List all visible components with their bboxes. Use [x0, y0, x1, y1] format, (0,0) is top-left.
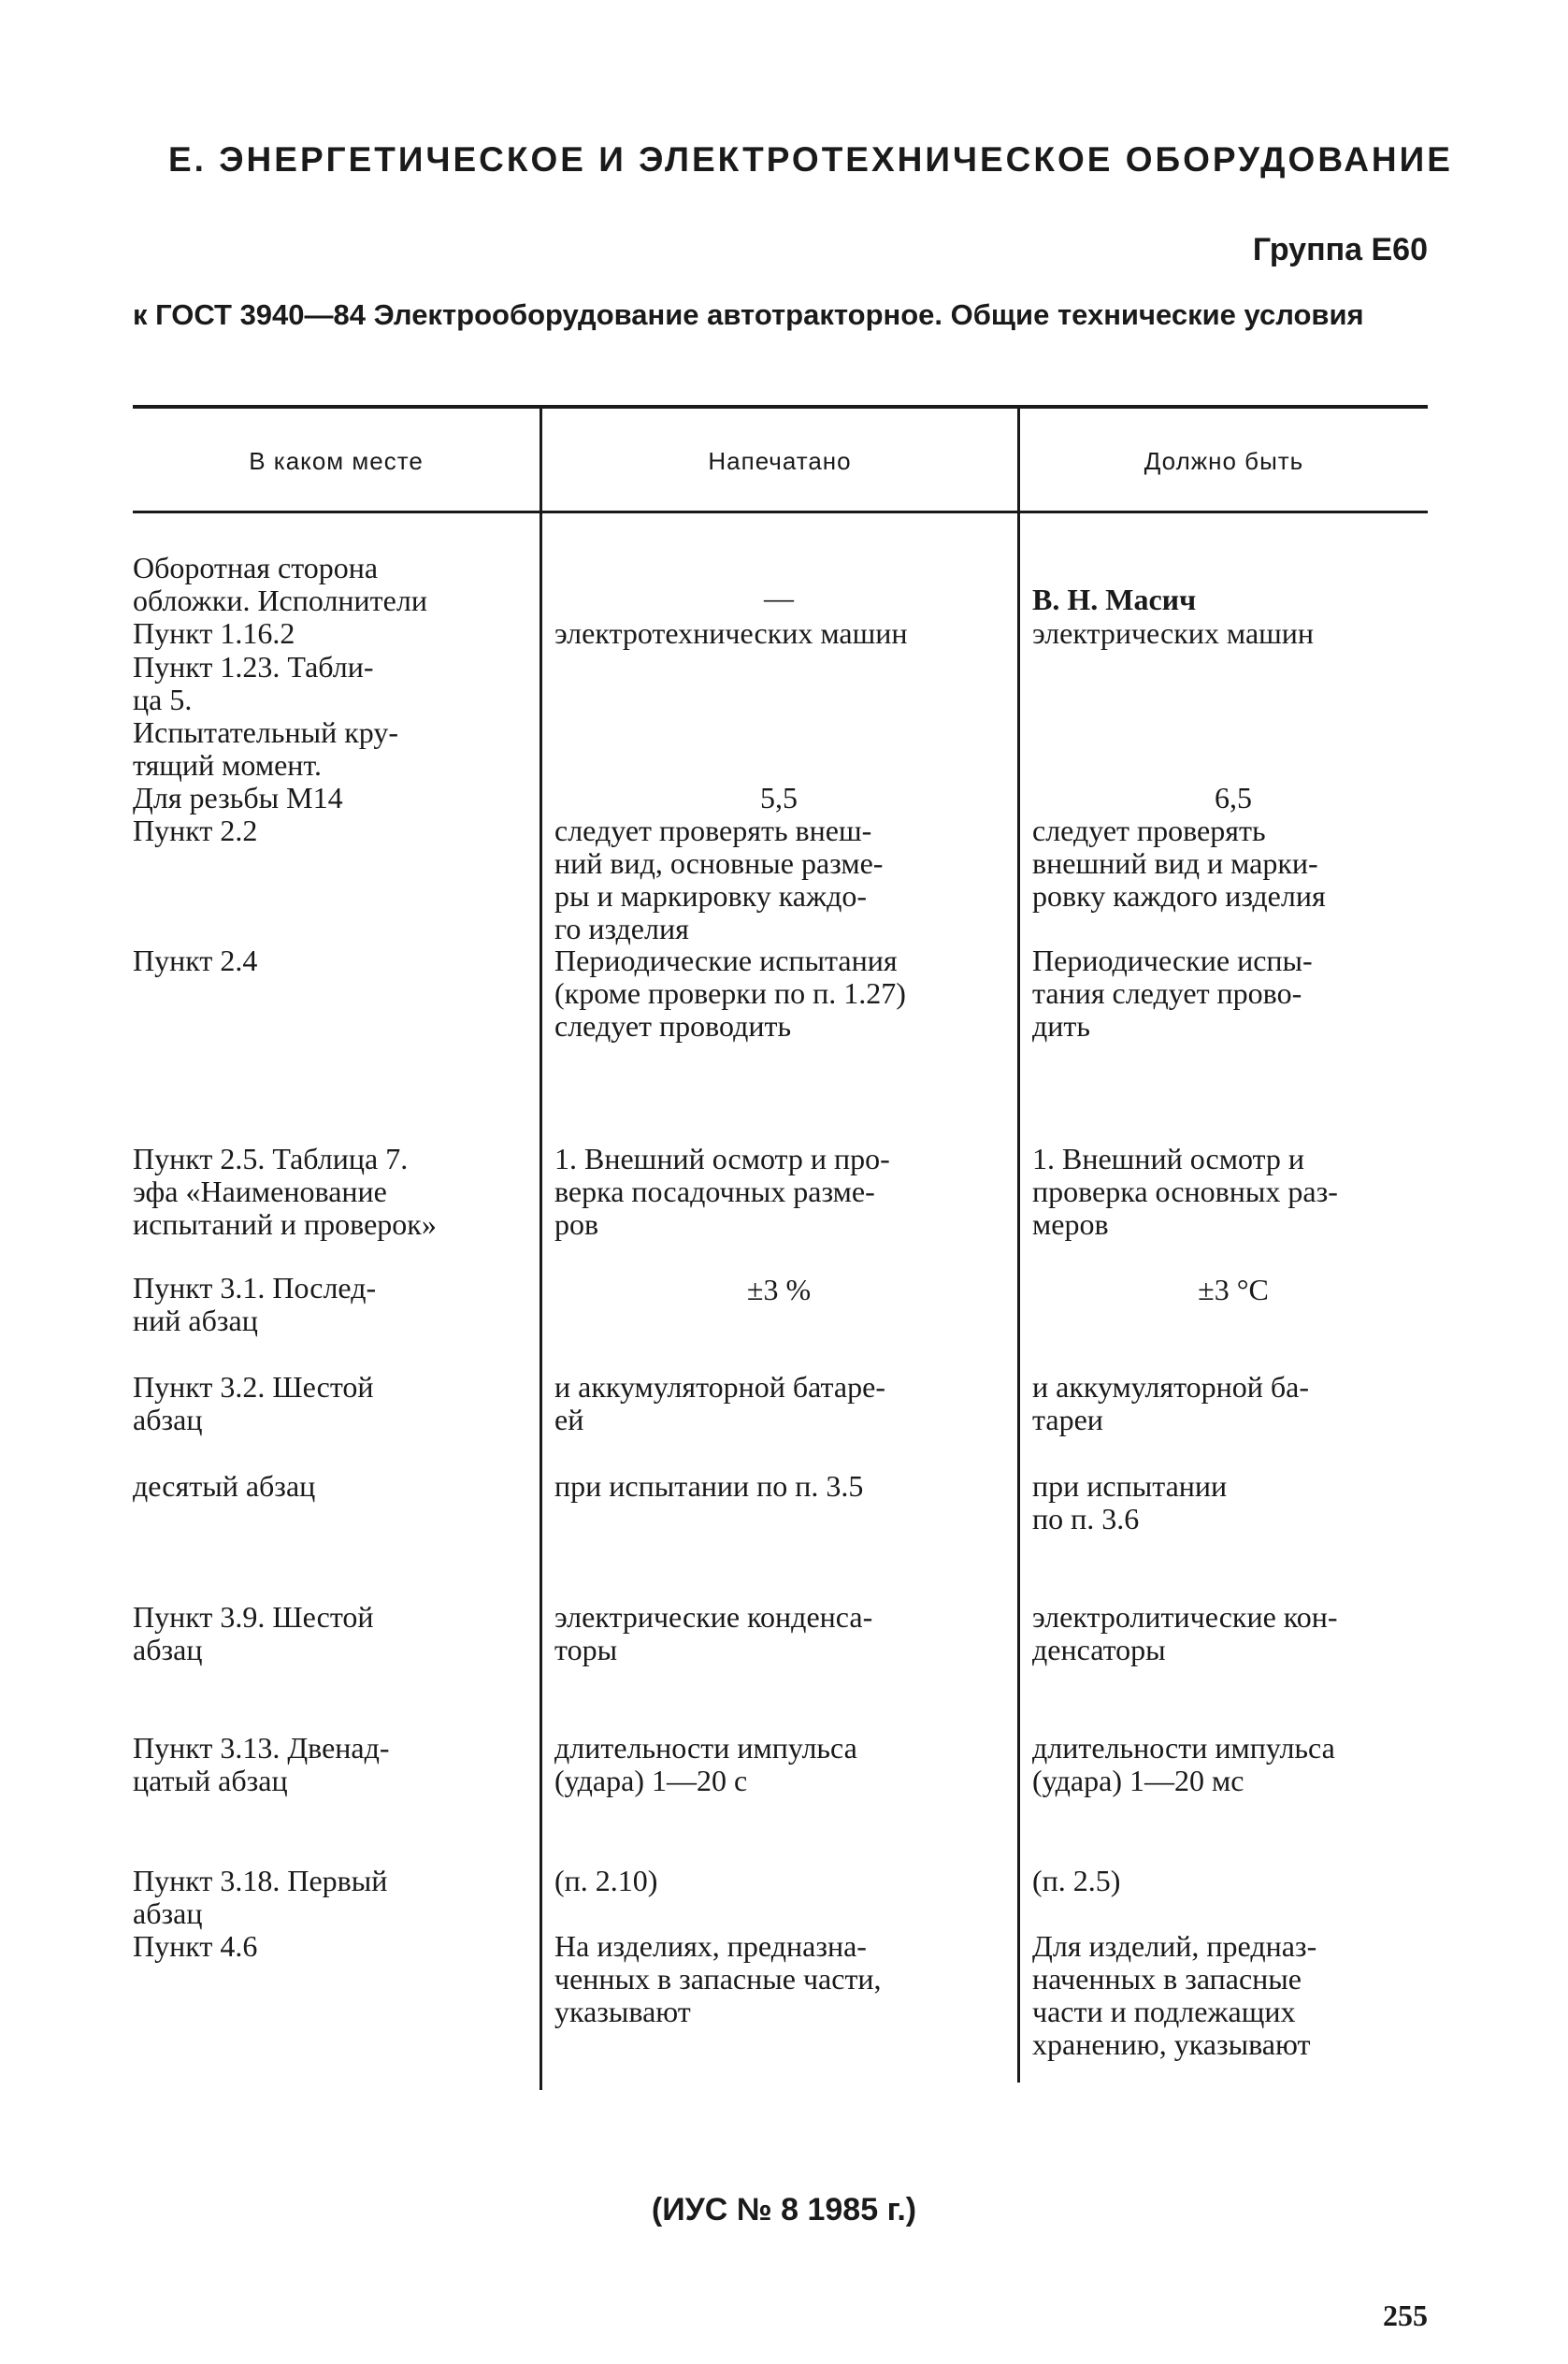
table-cell-where: Пункт 1.16.2: [133, 616, 295, 650]
table-cell-where: Оборотная сторона обложки. Исполнители: [133, 551, 427, 617]
table-cell-where: Пункт 4.6: [133, 1929, 258, 1963]
column-header-printed: Напечатано: [708, 447, 852, 475]
table-cell-printed: 5,5: [760, 781, 798, 814]
table-cell-where: Пункт 3.13. Двенад- цатый абзац: [133, 1731, 390, 1797]
table-cell-should-be: длительности импульса (удара) 1—20 мс: [1032, 1731, 1335, 1797]
table-cell-where: Пункт 2.5. Таблица 7. эфа «Наименование испытаний и проверок»: [133, 1142, 437, 1241]
table-cell-should-be: 6,5: [1215, 781, 1252, 814]
table-cell-printed: Периодические испытания (кроме проверки по п. 1.27) следует проводить: [554, 944, 906, 1043]
table-cell-where: Пункт 3.9. Шестой абзац: [133, 1600, 374, 1666]
table-column-divider-1: [539, 409, 542, 2090]
table-cell-printed: (п. 2.10): [554, 1864, 658, 1897]
table-cell-should-be: В. Н. Масич: [1032, 583, 1197, 616]
table-cell-should-be: ±3 °С: [1198, 1273, 1269, 1306]
table-header-rule: [133, 511, 1428, 513]
table-cell-printed: 1. Внешний осмотр и про- верка посадочных разме- ров: [554, 1142, 890, 1241]
table-cell-should-be: следует проверять внешний вид и марки- ровку каждого изделия: [1032, 814, 1326, 913]
table-cell-printed: электрические конденса- торы: [554, 1600, 873, 1666]
table-cell-where: Пункт 2.2: [133, 814, 258, 847]
column-header-should-be: Должно быть: [1144, 447, 1304, 475]
table-cell-should-be: Для изделий, предназ- наченных в запасные части и подлежащих хранению, указывают: [1032, 1929, 1317, 2061]
group-label: Группа Е60: [1252, 232, 1428, 267]
table-cell-should-be: Периодические испы- тания следует прово- дить: [1032, 944, 1313, 1043]
table-cell-printed: и аккумуляторной батаре- ей: [554, 1370, 885, 1436]
table-cell-printed: длительности импульса (удара) 1—20 с: [554, 1731, 857, 1797]
page-number: 255: [1383, 2299, 1428, 2332]
table-cell-should-be: электрических машин: [1032, 616, 1315, 650]
table-cell-where: Пункт 3.1. Послед- ний абзац: [133, 1271, 377, 1337]
table-cell-where: Пункт 2.4: [133, 944, 258, 977]
footer-note: (ИУС № 8 1985 г.): [651, 2192, 917, 2227]
table-cell-where: Пункт 3.2. Шестой абзац: [133, 1370, 374, 1436]
table-cell-should-be: и аккумуляторной ба- тареи: [1032, 1370, 1310, 1436]
table-cell-printed: электротехнических машин: [554, 616, 908, 650]
table-cell-should-be: 1. Внешний осмотр и проверка основных раз- меров: [1032, 1142, 1338, 1241]
table-cell-printed: На изделиях, предназна- ченных в запасные части, указывают: [554, 1929, 882, 2028]
table-cell-printed: ±3 %: [746, 1273, 812, 1306]
table-top-rule: [133, 405, 1428, 409]
table-cell-where: Пункт 1.23. Табли- ца 5. Испытательный кру- тящий момент. Для резьбы М14: [133, 650, 398, 814]
table-column-divider-2: [1017, 409, 1020, 2083]
table-cell-where: Пункт 3.18. Первый абзац: [133, 1864, 388, 1930]
table-cell-where: десятый абзац: [133, 1469, 316, 1503]
document-title: к ГОСТ 3940—84 Электрооборудование автотракторное. Общие технические условия: [133, 298, 1364, 331]
table-cell-should-be: при испытании по п. 3.6: [1032, 1469, 1228, 1535]
section-heading: Е. ЭНЕРГЕТИЧЕСКОЕ И ЭЛЕКТРОТЕХНИЧЕСКОЕ ОБОРУДОВАНИЕ: [168, 140, 1453, 179]
column-header-where: В каком месте: [249, 447, 424, 475]
table-cell-printed: при испытании по п. 3.5: [554, 1469, 864, 1503]
table-cell-should-be: (п. 2.5): [1032, 1864, 1121, 1897]
table-cell-printed: следует проверять внеш- ний вид, основные разме- ры и маркировку каждо- го изделия: [554, 814, 884, 945]
table-cell-should-be: электролитические кон- денсаторы: [1032, 1600, 1338, 1666]
table-cell-printed: —: [764, 581, 794, 614]
